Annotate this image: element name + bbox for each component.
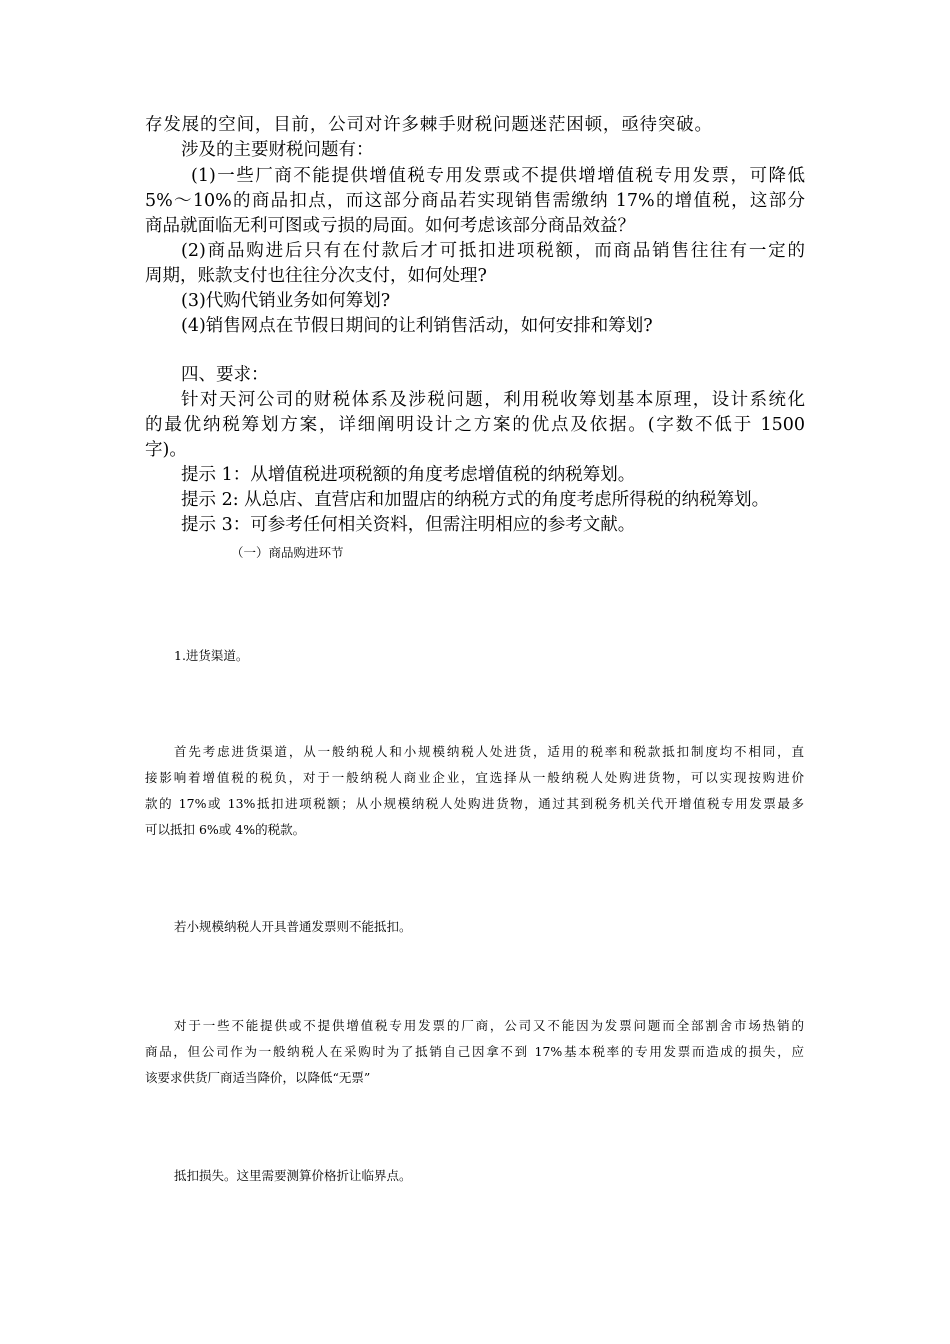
section-heading: 四、要求： xyxy=(181,365,269,385)
question-line: (1)一些厂商不能提供增值税专用发票或不提供增增值税专用发票，可降低 xyxy=(191,166,805,186)
item-heading: 1.进货渠道。 xyxy=(174,648,249,663)
hint-line: 提示 1：从增值税进项税额的角度考虑增值税的纳税筹划。 xyxy=(181,465,636,485)
paragraph-line: 抵扣损失。这里需要测算价格折让临界点。 xyxy=(174,1168,412,1183)
hint-line: 提示 2: 从总店、直营店和加盟店的纳税方式的角度考虑所得税的纳税筹划。 xyxy=(181,490,770,510)
body-line: 针对天河公司的财税体系及涉税问题，利用税收筹划基本原理，设计系统化 xyxy=(181,390,805,410)
body-line: 存发展的空间，目前，公司对许多棘手财税问题迷茫困顿，亟待突破。 xyxy=(145,115,712,135)
body-line: 的最优纳税筹划方案，详细阐明设计之方案的优点及依据。(字数不低于 1500 xyxy=(145,415,805,435)
question-line: (4)销售网点在节假日期间的让利销售活动，如何安排和筹划? xyxy=(181,316,653,336)
body-line: 字)。 xyxy=(145,440,187,460)
body-line: 5%～10%的商品扣点，而这部分商品若实现销售需缴纳 17%的增值税，这部分 xyxy=(145,191,805,211)
paragraph-line: 款的 17%或 13%抵扣进项税额；从小规模纳税人处购进货物，通过其到税务机关代开增值税专用发票最多 xyxy=(145,796,804,811)
hint-line: 提示 3：可参考任何相关资料，但需注明相应的参考文献。 xyxy=(181,515,636,535)
body-line: 商品就面临无利可图或亏损的局面。如何考虑该部分商品效益？ xyxy=(145,216,635,236)
paragraph-line: 商品，但公司作为一般纳税人在采购时为了抵销自己因拿不到 17%基本税率的专用发票而造成的损失，应 xyxy=(145,1044,804,1059)
question-line: (2)商品购进后只有在付款后才可抵扣进项税额，而商品销售往往有一定的 xyxy=(181,241,805,261)
paragraph-line: 对于一些不能提供或不提供增值税专用发票的厂商，公司又不能因为发票问题而全部割舍市场热销的 xyxy=(174,1018,804,1033)
subsection-heading: （一）商品购进环节 xyxy=(231,545,344,560)
paragraph-line: 该要求供货厂商适当降价，以降低“无票” xyxy=(145,1070,371,1085)
paragraph-line: 首先考虑进货渠道，从一般纳税人和小规模纳税人处进货，适用的税率和税款抵扣制度均不相同，直 xyxy=(174,744,804,759)
paragraph-line: 若小规模纳税人开具普通发票则不能抵扣。 xyxy=(174,919,412,934)
question-line: (3)代购代销业务如何筹划? xyxy=(181,291,391,311)
paragraph-line: 接影响着增值税的税负，对于一般纳税人商业企业，宜选择从一般纳税人处购进货物，可以实现按购进价 xyxy=(145,770,804,785)
paragraph-line: 可以抵扣 6%或 4%的税款。 xyxy=(145,822,306,837)
body-line: 周期，账款支付也往往分次支付，如何处理? xyxy=(145,266,487,286)
body-line: 涉及的主要财税问题有： xyxy=(181,140,374,160)
